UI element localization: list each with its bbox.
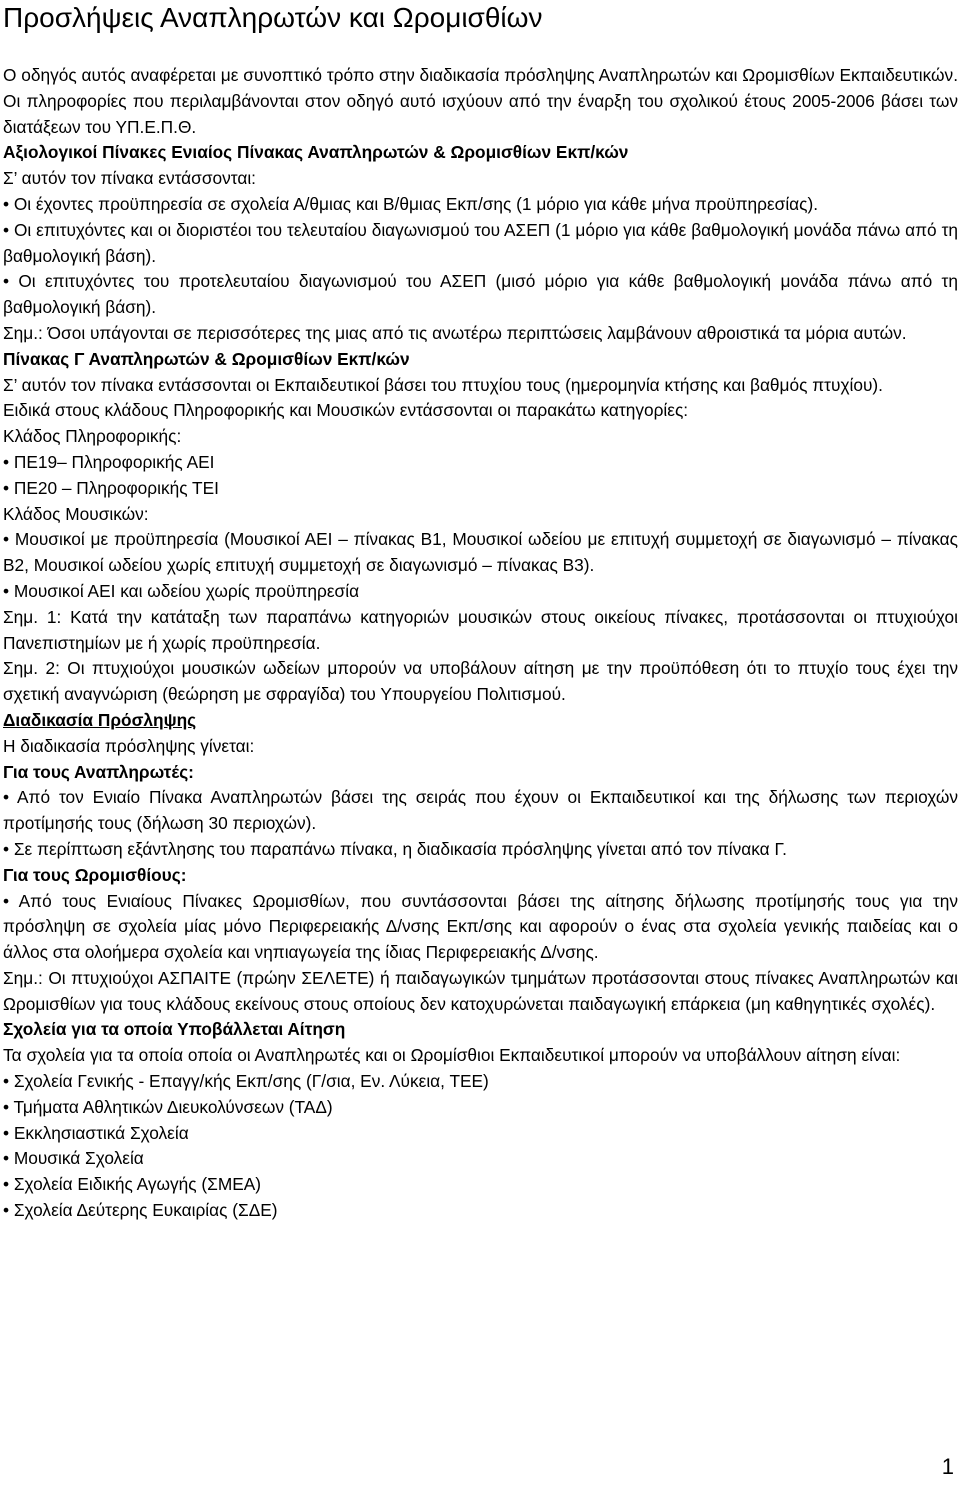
subheading-hourly-paid: Για τους Ωρομισθίους: bbox=[3, 864, 187, 885]
paragraph: Η διαδικασία πρόσληψης γίνεται: bbox=[3, 735, 255, 756]
list-item: • Μουσικοί ΑΕΙ και ωδείου χωρίς προϋπηρεσία bbox=[3, 580, 360, 601]
note-paragraph: Σημ.: Όσοι υπάγονται σε περισσότερες της μιας από τις ανωτέρω περιπτώσεις λαμβάνουν αθροιστικά τα μόρια αυτών. bbox=[3, 322, 907, 343]
paragraph: Ειδικά στους κλάδους Πληροφορικής και Μουσικών εντάσσονται οι παρακάτω κατηγορίες: bbox=[3, 400, 689, 421]
list-item: • Τμήματα Αθλητικών Διευκολύνσεων (ΤΑΔ) bbox=[3, 1096, 333, 1117]
document-title: Προσλήψεις Αναπληρωτών και Ωρομισθίων bbox=[3, 2, 543, 33]
intro-paragraph: Ο οδηγός αυτός αναφέρεται με συνοπτικό τρόπο στην διαδικασία πρόσληψης Αναπληρωτών και Ωρομισθίων Εκπαιδευτικών. Οι πληροφορίες που περιλαμβάνονται στον οδηγό αυτό ισχύουν από την έναρξη του σχολικού έτους 2005-2006 βάσει των διατάξεων του ΥΠ.Ε.Π.Θ. bbox=[3, 65, 958, 137]
list-item: • Σχολεία Γενικής - Επαγγ/κής Εκπ/σης (Γ/σια, Εν. Λύκεια, ΤΕΕ) bbox=[3, 1071, 489, 1092]
paragraph: Σ’ αυτόν τον πίνακα εντάσσονται οι Εκπαιδευτικοί βάσει του πτυχίου τους (ημερομηνία κτήσης και βαθμός πτυχίου). bbox=[3, 374, 883, 395]
paragraph: Κλάδος Μουσικών: bbox=[3, 503, 149, 524]
paragraph: Σ’ αυτόν τον πίνακα εντάσσονται: bbox=[3, 168, 256, 189]
section-heading-schools: Σχολεία για τα οποία Υποβάλλεται Αίτηση bbox=[3, 1019, 346, 1040]
list-item: • Από τους Ενιαίους Πίνακες Ωρομισθίων, που συντάσσονται βάσει της αίτησης δήλωσης προτίμησής τους για την πρόσληψη σε σχολεία μίας μόνο Περιφερειακής Δ/νσης Εκπ/σης και αφορούν ο ένας στα σχολεία γενικής παιδείας και ο άλλος στα ολοήμερα σχολεία και νηπιαγωγεία της ίδιας Περιφερειακής Δ/νσης. bbox=[3, 890, 958, 963]
section-heading-hiring-procedure: Διαδικασία Πρόσληψης bbox=[3, 709, 197, 730]
note-paragraph: Σημ. 2: Οι πτυχιούχοι μουσικών ωδείων μπορούν να υποβάλουν αίτηση με την προϋπόθεση ότι το πτυχίο τους έχει την σχετική αναγνώριση (θεώρηση με σφραγίδα) του Υπουργείου Πολιτισμού. bbox=[3, 658, 958, 705]
list-item: • Οι επιτυχόντες του προτελευταίου διαγωνισμού του ΑΣΕΠ (μισό μόριο για κάθε βαθμολογική μονάδα πάνω από τη βαθμολογική βάση). bbox=[3, 271, 958, 318]
paragraph: Κλάδος Πληροφορικής: bbox=[3, 426, 182, 447]
list-item: • Σχολεία Δεύτερης Ευκαιρίας (ΣΔΕ) bbox=[3, 1200, 278, 1221]
list-item: • Σχολεία Ειδικής Αγωγής (ΣΜΕΑ) bbox=[3, 1174, 262, 1195]
list-item: • Οι έχοντες προϋπηρεσία σε σχολεία Α/θμιας και Β/θμιας Εκπ/σης (1 μόριο για κάθε μήνα προϋπηρεσίας). bbox=[3, 193, 819, 214]
list-item: • Από τον Ενιαίο Πίνακα Αναπληρωτών βάσει της σειράς που έχουν οι Εκπαιδευτικοί και της δήλωσης των περιοχών προτίμησής τους (δήλωση 30 περιοχών). bbox=[3, 787, 958, 834]
section-heading-table-c: Πίνακας Γ Αναπληρωτών & Ωρομισθίων Εκπ/κών bbox=[3, 348, 410, 369]
list-item: • Μουσικοί με προϋπηρεσία (Μουσικοί ΑΕΙ – πίνακας Β1, Μουσικοί ωδείου με επιτυχή συμμετοχή σε διαγωνισμό – πίνακας Β2, Μουσικοί ωδείου χωρίς επιτυχή συμμετοχή σε διαγωνισμό – πίνακας Β3). bbox=[3, 529, 958, 576]
page-number: 1 bbox=[941, 1454, 954, 1479]
list-item: • Οι επιτυχόντες και οι διοριστέοι του τελευταίου διαγωνισμού του ΑΣΕΠ (1 μόριο για κάθε βαθμολογική μονάδα πάνω από τη βαθμολογική βάση). bbox=[3, 219, 958, 266]
list-item: • Σε περίπτωση εξάντλησης του παραπάνω πίνακα, η διαδικασία πρόσληψης γίνεται από τον πίνακα Γ. bbox=[3, 838, 787, 859]
list-item: • ΠΕ19– Πληροφορικής ΑΕΙ bbox=[3, 451, 215, 472]
section-heading-unified-table: Αξιολογικοί Πίνακες Ενιαίος Πίνακας Αναπληρωτών & Ωρομισθίων Εκπ/κών bbox=[3, 142, 629, 163]
note-paragraph: Σημ.: Οι πτυχιούχοι ΑΣΠΑΙΤΕ (πρώην ΣΕΛΕΤΕ) ή παιδαγωγικών τμημάτων προτάσσονται στους πίνακες Αναπληρωτών και Ωρομισθίων για τους κλάδους εκείνους στους οποίους δεν κατοχυρώνεται παιδαγωγική επάρκεια (μη καθηγητικές σχολές). bbox=[3, 967, 958, 1014]
list-item: • Μουσικά Σχολεία bbox=[3, 1148, 144, 1169]
note-paragraph: Σημ. 1: Κατά την κατάταξη των παραπάνω κατηγοριών μουσικών στους οικείους πίνακες, προτάσσονται οι πτυχιούχοι Πανεπιστημίων με ή χωρίς προϋπηρεσία. bbox=[3, 606, 958, 653]
paragraph: Τα σχολεία για τα οποία οποία οι Αναπληρωτές και οι Ωρομίσθιοι Εκπαιδευτικοί μπορούν να υποβάλλουν αίτηση είναι: bbox=[3, 1045, 901, 1066]
list-item: • ΠΕ20 – Πληροφορικής ΤΕΙ bbox=[3, 477, 219, 498]
subheading-substitutes: Για τους Αναπληρωτές: bbox=[3, 761, 194, 782]
document-body bbox=[3, 63, 958, 1224]
list-item: • Εκκλησιαστικά Σχολεία bbox=[3, 1122, 189, 1143]
document-page bbox=[3, 0, 958, 1224]
